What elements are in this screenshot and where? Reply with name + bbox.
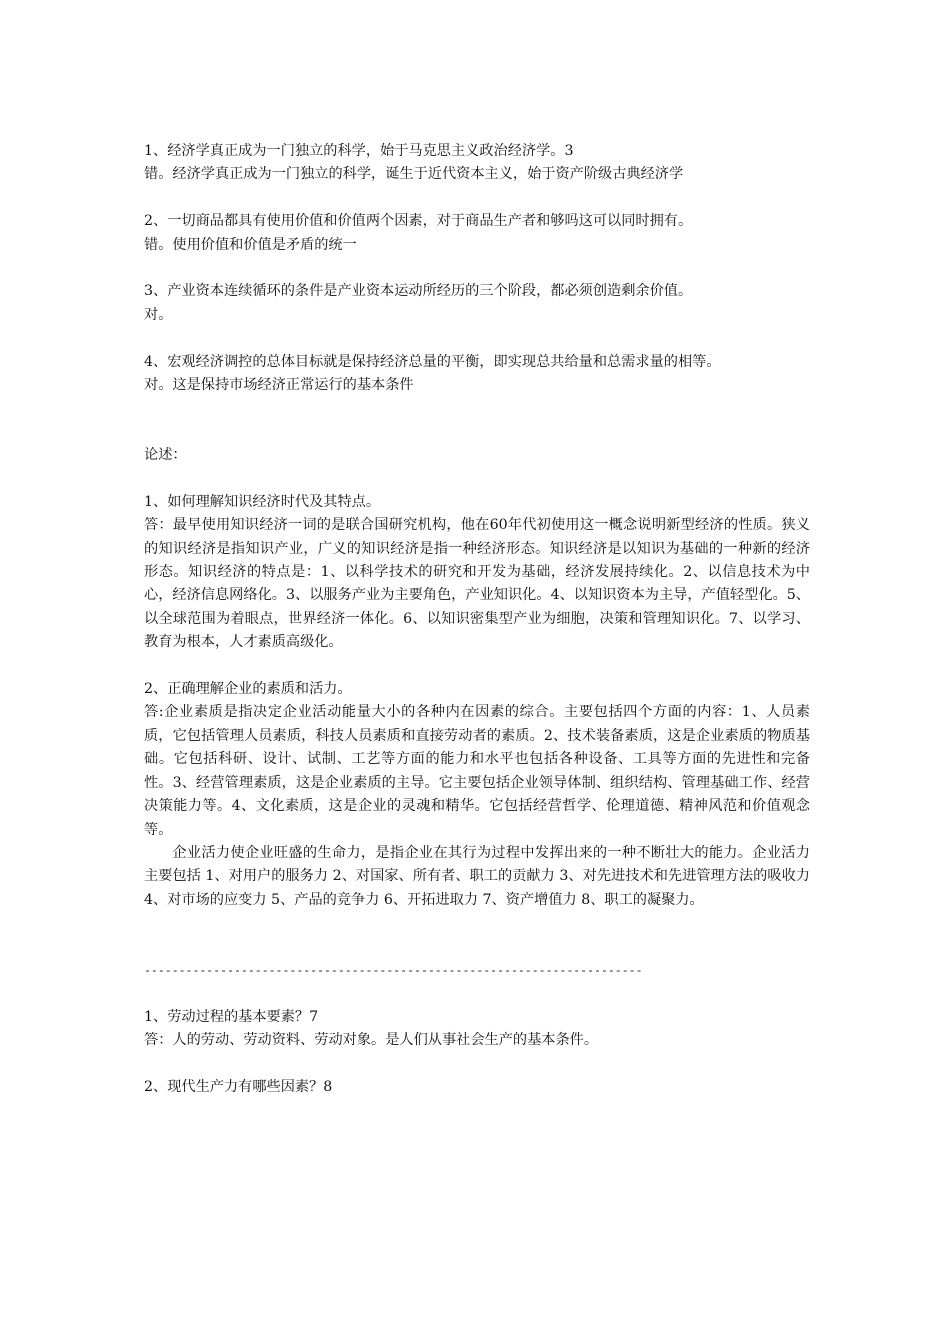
tf-question-3: 3、产业资本连续循环的条件是产业资本运动所经历的三个阶段，都必须创造剩余价值。 — [144, 283, 693, 300]
tf-question-1: 1、经济学真正成为一门独立的科学，始于马克思主义政治经济学。3 — [144, 143, 574, 159]
spacer — [144, 397, 810, 444]
short-answer-1: 答：人的劳动、劳动资料、劳动对象。是人们从事社会生产的基本条件。 — [144, 1032, 599, 1049]
separator-line: ------------------------------------------------------------------------ — [144, 962, 643, 977]
tf-answer-3: 对。 — [144, 306, 173, 323]
spacer — [144, 655, 810, 678]
essay-answer-1: 答：最早使用知识经济一词的是联合国研究机构，他在60年代初使用这一概念说明新型经济的性质。狭义的知识经济是指知识产业，广义的知识经济是指一种经济形态。知识经济是以知识为基础的一种新的经济形态。知识经济的特点是：1、以科学技术的研究和开发为基础，经济发展持续化。2、以信息技术为中心，经济信息网络化。3、以服务产业为主要角色，产业知识化。4、以知识资本为主导，产值轻型化。5、以全球范围为着眼点，世界经济一体化。6、以知识密集型产业为细胞，决策和管理知识化。7、以学习、教育为根本，人才素质高级化。 — [144, 517, 810, 651]
tf-answer-1: 错。经济学真正成为一门独立的科学，诞生于近代资本主义，始于资产阶级古典经济学 — [144, 166, 684, 183]
spacer — [144, 982, 810, 1005]
essay-answer-2-continued: 企业活力使企业旺盛的生命力，是指企业在其行为过程中发挥出来的一种不断壮大的能力。企业活力主要包括 1、对用户的服务力 2、对国家、所有者、职工的贡献力 3、对先进技术和先进管理方法的吸收力 4、对市场的应变力 5、产品的竞争力 6、开拓进取力 7、资产增值力 8、职工的凝聚力。 — [144, 844, 810, 908]
spacer — [144, 187, 810, 210]
document-content — [144, 140, 810, 1099]
essay-question-2: 2、正确理解企业的素质和活力。 — [144, 681, 352, 698]
tf-question-4: 4、宏观经济调控的总体目标就是保持经济总量的平衡，即实现总共给量和总需求量的相等。 — [144, 353, 721, 370]
essay-heading: 论述： — [144, 447, 187, 464]
short-question-2: 2、现代生产力有哪些因素？8 — [144, 1078, 333, 1095]
spacer — [144, 467, 810, 490]
tf-answer-4: 对。这是保持市场经济正常运行的基本条件 — [144, 376, 414, 393]
short-question-1: 1、劳动过程的基本要素？7 — [144, 1008, 319, 1025]
essay-question-1: 1、如何理解知识经济时代及其特点。 — [144, 493, 381, 510]
spacer — [144, 327, 810, 350]
essay-answer-2: 答:企业素质是指决定企业活动能量大小的各种内在因素的综合。主要包括四个方面的内容：1、人员素质，它包括管理人员素质，科技人员素质和直接劳动者的素质。2、技术装备素质，这是企业素质的物质基础。它包括科研、设计、试制、工艺等方面的能力和水平也包括各种设备、工具等方面的先进性和完备性。3、经营管理素质，这是企业素质的主导。它主要包括企业领导体制、组织结构、管理基础工作、经营决策能力等。4、文化素质，这是企业的灵魂和精华。它包括经营哲学、伦理道德、精神风范和价值观念等。 — [144, 704, 810, 838]
spacer — [144, 1053, 810, 1076]
tf-answer-2: 错。使用价值和价值是矛盾的统一 — [144, 236, 357, 253]
spacer — [144, 257, 810, 280]
tf-question-2: 2、一切商品都具有使用价值和价值两个因素，对于商品生产者和够吗这可以同时拥有。 — [144, 213, 693, 230]
spacer — [144, 912, 810, 959]
